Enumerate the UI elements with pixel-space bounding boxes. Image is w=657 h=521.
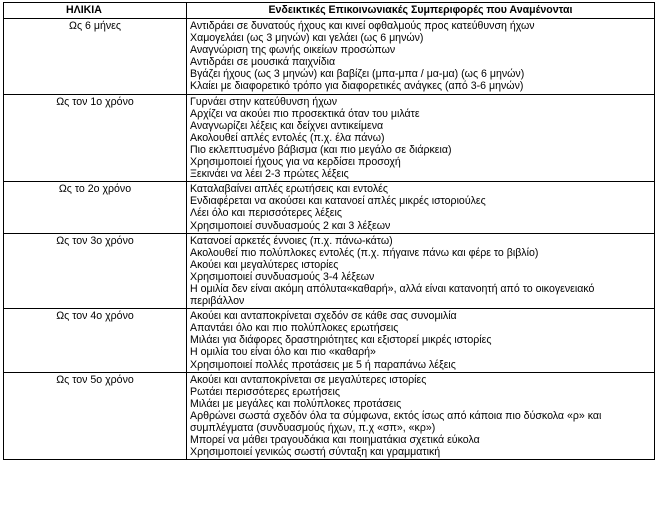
- behavior-item: Ακούει και ανταποκρίνεται σε μεγαλύτερες ιστορίες: [190, 373, 427, 386]
- age-label: Ως τον 4ο χρόνο: [56, 310, 134, 323]
- behaviors-cell: [187, 94, 655, 182]
- header-row: [4, 3, 655, 19]
- age-column-header: ΗΛΙΚΙΑ: [4, 3, 187, 19]
- table-row: [4, 309, 655, 372]
- behavior-item: Αρθρώνει σωστά σχεδόν όλα τα σύμφωνα, εκτός ίσως από κάποια πιο δύσκολα «ρ» και συμπλέγματα (συνδυασμούς ήχων, π.χ «σπ», «κρ»): [190, 409, 602, 434]
- behavior-item: Μιλάει με μεγάλες και πολύπλοκες προτάσεις: [190, 397, 402, 410]
- behaviors-cell: [187, 182, 655, 233]
- behavior-item: Χρησιμοποιεί συνδυασμούς 2 και 3 λέξεων: [190, 219, 391, 232]
- behavior-item: Κατανοεί αρκετές έννοιες (π.χ. πάνω-κάτω): [190, 234, 393, 247]
- age-cell: [4, 94, 187, 182]
- age-label: Ως τον 1ο χρόνο: [56, 95, 134, 108]
- behavior-item: Κλαίει με διαφορετικό τρόπο για διαφορετικές ανάγκες (από 3-6 μηνών): [190, 80, 524, 93]
- age-label: Ως τον 5ο χρόνο: [56, 373, 134, 386]
- behavior-item: Ακολουθεί απλές εντολές (π.χ. έλα πάνω): [190, 131, 385, 144]
- age-label: Ως τον 3ο χρόνο: [56, 234, 134, 247]
- behavior-item: Αναγνωρίζει λέξεις και δείχνει αντικείμενα: [190, 119, 384, 132]
- table-row: [4, 233, 655, 309]
- behavior-item: Μπορεί να μάθει τραγουδάκια και ποιηματάκια σχετικά εύκολα: [190, 434, 480, 447]
- behavior-item: Καταλαβαίνει απλές ερωτήσεις και εντολές: [190, 183, 388, 196]
- behavior-item: Ακούει και μεγαλύτερες ιστορίες: [190, 258, 339, 271]
- behavior-item: Ενδιαφέρεται να ακούσει και κατανοεί απλές μικρές ιστοριούλες: [190, 195, 486, 208]
- age-label: Ως το 2ο χρόνο: [58, 183, 132, 196]
- age-cell: [4, 372, 187, 460]
- behavior-item: Ακολουθεί πιο πολύπλοκες εντολές (π.χ. πήγαινε πάνω και φέρε το βιβλίο): [190, 246, 539, 259]
- behavior-item: Χαμογελάει (ως 3 μηνών) και γελάει (ως 6 μηνών): [190, 32, 424, 45]
- behaviors-cell: [187, 19, 655, 95]
- table-row: [4, 182, 655, 233]
- behavior-item: Ρωτάει περισσότερες ερωτήσεις: [190, 385, 340, 398]
- behavior-item: Αντιδράει σε δυνατούς ήχους και κινεί οφθαλμούς προς κατεύθυνση ήχων: [190, 20, 535, 32]
- milestones-table: [3, 2, 655, 460]
- behavior-item: Χρησιμοποιεί πολλές προτάσεις με 5 ή παραπάνω λέξεις: [190, 358, 456, 371]
- behavior-item: Γυρνάει στην κατεύθυνση ήχων: [190, 95, 338, 108]
- behavior-item: Αρχίζει να ακούει πιο προσεκτικά όταν του μιλάτε: [190, 107, 420, 120]
- behavior-item: Χρησιμοποιεί συνδυασμούς 3-4 λέξεων: [190, 270, 375, 283]
- behavior-item: Βγάζει ήχους (ως 3 μηνών) και βαβίζει (μπα-μπα / μα-μα) (ως 6 μηνών): [190, 68, 525, 81]
- age-cell: [4, 182, 187, 233]
- age-cell: [4, 309, 187, 372]
- behavior-item: Αναγνώριση της φωνής οικείων προσώπων: [190, 44, 396, 57]
- age-cell: [4, 19, 187, 95]
- behavior-item: Απαντάει όλο και πιο πολύπλοκες ερωτήσεις: [190, 322, 399, 335]
- behaviors-cell: [187, 233, 655, 309]
- age-label: Ως 6 μήνες: [69, 20, 121, 32]
- behavior-item: Η ομιλία του είναι όλο και πιο «καθαρή»: [190, 346, 376, 359]
- behavior-item: Χρησιμοποιεί γενικώς σωστή σύνταξη και γραμματική: [190, 446, 441, 459]
- behaviors-column-header: Ενδεικτικές Επικοινωνιακές Συμπεριφορές που Αναμένονται: [187, 3, 655, 19]
- table-row: [4, 372, 655, 460]
- behavior-item: Μιλάει για διάφορες δραστηριότητες και εξιστορεί μικρές ιστορίες: [190, 334, 492, 347]
- table-row: [4, 19, 655, 95]
- age-cell: [4, 233, 187, 309]
- table-row: [4, 94, 655, 182]
- behavior-item: Πιο εκλεπτυσμένο βάβισμα (και πιο μεγάλο σε διάρκεια): [190, 143, 452, 156]
- behavior-item: Η ομιλία δεν είναι ακόμη απόλυτα«καθαρή», αλλά είναι κατανοητή από το οικογενειακό περιβάλλον: [190, 282, 595, 308]
- behavior-item: Λέει όλο και περισσότερες λέξεις: [190, 207, 342, 220]
- behavior-item: Ξεκινάει να λέει 2-3 πρώτες λέξεις: [190, 168, 349, 181]
- behavior-item: Χρησιμοποιεί ήχους για να κερδίσει προσοχή: [190, 156, 401, 169]
- behavior-item: Ακούει και ανταποκρίνεται σχεδόν σε κάθε σας συνομιλία: [190, 310, 457, 323]
- behaviors-cell: [187, 372, 655, 460]
- behavior-item: Αντιδράει σε μουσικά παιχνίδια: [190, 56, 336, 69]
- behaviors-cell: [187, 309, 655, 372]
